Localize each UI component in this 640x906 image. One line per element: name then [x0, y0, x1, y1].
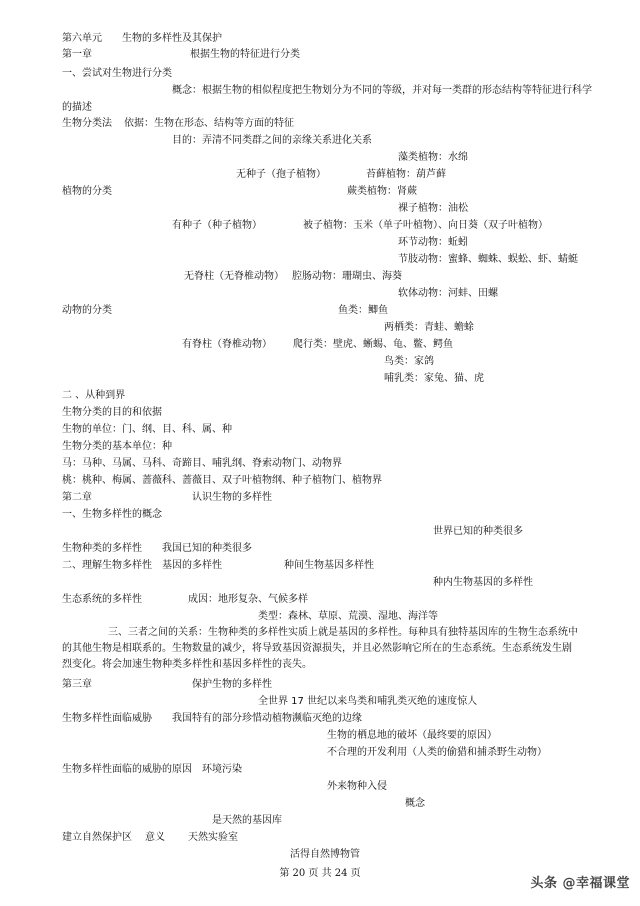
text-line: 生物分类的基本单位：种 [62, 441, 172, 452]
text-line: 种间生物基因多样性 [284, 560, 374, 571]
text-line: 的描述 [62, 102, 92, 113]
text-line: 全世界 17 世纪以来鸟类和哺乳类灭绝的速度惊人 [258, 696, 478, 707]
text-line: 概念：根据生物的相似程度把生物划分为不同的等级，并对每一类群的形态结构等特征进行科学 [172, 85, 592, 96]
text-line: 软体动物：河蚌、田螺 [398, 288, 498, 299]
relationship-paragraph: 三、三者之间的关系：生物种类的多样性实质上就是基因的多样性。每种具有独特基因库的生物生态系统中的其他生物是相联系的。生物数量的减少，将导致基因资源损失，并且必然影响它所在的生态系统。生态系统发生剧烈变化。将会加速生物种类多样性和基因多样性的丧失。 [62, 627, 578, 670]
text-line: 鱼类：鲫鱼 [338, 305, 388, 316]
text-line: 第三章 [62, 679, 92, 690]
text-line: 依据：生物在形态、结构等方面的特征 [124, 118, 294, 129]
text-line: 世界已知的种类很多 [433, 526, 523, 537]
text-line: 我国已知的种类很多 [162, 543, 252, 554]
text-line: 哺乳类：家兔、猫、虎 [384, 373, 484, 384]
text-line: 爬行类：壁虎、蜥蜴、龟、鳖、鳄鱼 [293, 339, 453, 350]
text-line: 被子植物：玉米（单子叶植物）、向日葵（双子叶植物） [303, 220, 548, 231]
text-line: 生物分类法 [62, 118, 112, 129]
text-line: 裸子植物：油松 [398, 203, 468, 214]
text-line: 保护生物的多样性 [192, 679, 272, 690]
text-line: 环境污染 [202, 764, 242, 775]
text-line: 鸟类：家鸽 [384, 356, 434, 367]
page-footer: 第 20 页 共 24 页 [279, 868, 361, 879]
text-line: 目的：弄清不同类群之间的亲缘关系进化关系 [172, 135, 372, 146]
text-line: 无脊柱（无脊椎动物） [184, 271, 284, 282]
text-line: 桃：桃种、梅属、蔷薇科、蔷薇目、双子叶植物纲、种子植物门、植物界 [62, 475, 382, 486]
text-line: 第一章 [62, 49, 92, 60]
text-line: 藻类植物：水绵 [398, 152, 468, 163]
text-line: 成因：地形复杂、气候多样 [188, 594, 308, 605]
text-line: 苔藓植物：葫芦藓 [366, 169, 446, 180]
text-line: 生物分类的目的和依据 [62, 407, 162, 418]
text-line: 生物多样性面临的威胁的原因 [62, 764, 192, 775]
text-line: 第二章 [62, 492, 92, 503]
text-line: 天然实验室 [188, 832, 238, 843]
text-line: 马：马种、马属、马科、奇蹄目、哺乳纲、脊索动物门、动物界 [62, 458, 342, 469]
watermark: 头条 @幸福课堂 [530, 876, 630, 891]
text-line: 种内生物基因的多样性 [433, 577, 533, 588]
text-line: 一、尝试对生物进行分类 [62, 68, 172, 79]
text-line: 意义 [145, 832, 165, 843]
text-line: 有脊柱（脊椎动物） [182, 339, 272, 350]
text-line: 两栖类：青蛙、蟾蜍 [384, 322, 474, 333]
text-line: 认识生物的多样性 [192, 492, 272, 503]
text-line: 环节动物：蚯蚓 [398, 237, 468, 248]
text-line: 生物的栖息地的破坏（最终要的原因） [327, 730, 497, 741]
text-line: 类型：森林、草原、荒漠、湿地、海洋等 [258, 611, 438, 622]
text-line: 不合理的开发利用（人类的偷猎和捕杀野生动物） [327, 747, 547, 758]
text-line: 腔肠动物：珊瑚虫、海葵 [292, 271, 402, 282]
text-line: 二、理解生物多样性 [62, 560, 152, 571]
text-line: 生态系统的多样性 [62, 594, 142, 605]
text-line: 动物的分类 [62, 305, 112, 316]
text-line: 生物多样性面临威胁 [62, 713, 152, 724]
text-line: 有种子（种子植物） [172, 220, 262, 231]
text-line: 我国特有的部分珍惜动植物濒临灭绝的边缘 [172, 713, 362, 724]
text-line: 外来物种入侵 [327, 781, 387, 792]
text-line: 是天然的基因库 [212, 815, 282, 826]
text-line: 植物的分类 [62, 186, 112, 197]
text-line: 二 、从种到界 [62, 390, 126, 401]
text-line: 第六单元 生物的多样性及其保护 [62, 33, 222, 44]
text-line: 节肢动物：蜜蜂、蜘蛛、蜈蚣、虾、蜻蜓 [398, 254, 578, 265]
text-line: 建立自然保护区 [62, 832, 132, 843]
text-line: 生物的单位：门、纲、目、科、属、种 [62, 424, 232, 435]
text-line: 生物种类的多样性 [62, 543, 142, 554]
text-line: 基因的多样性 [162, 560, 222, 571]
text-line: 无种子（孢子植物） [236, 169, 326, 180]
text-line: 概念 [405, 798, 425, 809]
text-line: 一、生物多样性的概念 [62, 509, 162, 520]
text-line: 根据生物的特征进行分类 [190, 49, 300, 60]
text-line: 活得自然博物管 [290, 849, 360, 860]
text-line: 蕨类植物：肾蕨 [347, 186, 417, 197]
